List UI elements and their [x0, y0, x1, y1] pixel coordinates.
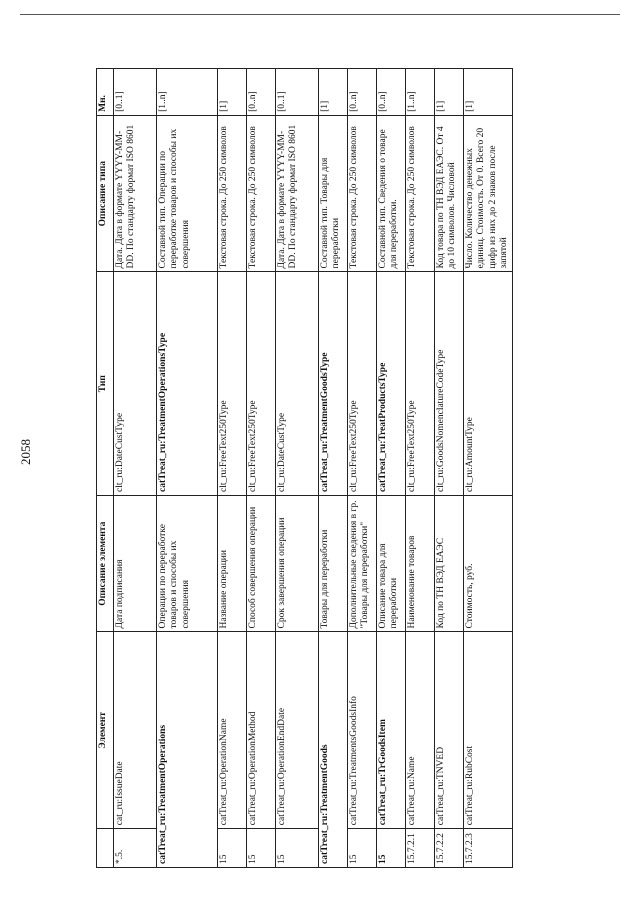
table-row — [319, 69, 348, 868]
table-row — [464, 69, 513, 868]
row-type: catTreat_ru:TreatmentGoodsType — [319, 272, 348, 496]
row-element: catTreat_ru:TreatmentGoods — [319, 632, 348, 868]
table-row — [348, 69, 377, 868]
table-row — [276, 69, 319, 868]
row-multiplicity: [0..n] — [247, 69, 276, 116]
row-multiplicity: [1] — [464, 69, 513, 116]
row-num: 15.7.2.3 — [464, 829, 513, 868]
top-rule — [20, 14, 620, 15]
row-type-desc: Дата. Дата в формате YYYY-MM-DD. По стандарту формат ISO 8601 — [276, 115, 319, 272]
header-num — [97, 829, 114, 868]
row-num: 15 — [377, 829, 406, 868]
row-type-desc: Дата. Дата в формате YYYY-MM-DD. По стандарту формат ISO 8601 — [114, 115, 157, 272]
row-type: catTreat_ru:TreatProductsType — [377, 272, 406, 496]
row-type: clt_ru:AmountType — [464, 272, 513, 496]
row-element-desc: Операции по переработке товаров и способы их совершения — [157, 495, 218, 632]
table-row — [406, 69, 435, 868]
row-num: 15.7.2.2 — [435, 829, 464, 868]
row-element-desc: Срок завершения операции — [276, 495, 319, 632]
row-element: catTreat_ru:TrGoodsItem — [377, 632, 406, 829]
row-multiplicity: [1] — [218, 69, 247, 116]
row-element-desc: Товары для переработки — [319, 495, 348, 632]
row-type: clt_ru:FreeText250Type — [348, 272, 377, 496]
row-num: 15 — [247, 829, 276, 868]
row-type: clt_ru:GoodsNomenclatureCodeType — [435, 272, 464, 496]
row-multiplicity: [1..n] — [406, 69, 435, 116]
table-row — [114, 69, 157, 868]
row-element: catTreat_ru:TNVED — [435, 632, 464, 829]
row-multiplicity: [0..1] — [276, 69, 319, 116]
page-number: 2058 — [18, 439, 33, 465]
header-element-desc: Описание элемента — [97, 495, 114, 632]
table-row — [435, 69, 464, 868]
row-element: catTreat_ru:OperationEndDate — [276, 632, 319, 829]
row-element: catTreat_ru:OperationName — [218, 632, 247, 829]
row-num: 15.7.2.1 — [406, 829, 435, 868]
row-multiplicity: [1] — [319, 69, 348, 116]
row-multiplicity: [0..n] — [377, 69, 406, 116]
row-multiplicity: [1..n] — [157, 69, 218, 116]
row-type: clt_ru:FreeText250Type — [218, 272, 247, 496]
row-type-desc: Составной тип. Сведения о товаре для переработки. — [377, 115, 406, 272]
row-element: catTreat_ru:Name — [406, 632, 435, 829]
row-element-desc: Наименование товаров — [406, 495, 435, 632]
row-num: *.5. — [114, 829, 157, 868]
row-multiplicity: [0..n] — [348, 69, 377, 116]
rotated-table-frame — [96, 68, 526, 868]
row-type: clt_ru:FreeText250Type — [406, 272, 435, 496]
row-type-desc: Текстовая строка. До 250 символов — [218, 115, 247, 272]
row-type-desc: Текстовая строка. До 250 символов — [348, 115, 377, 272]
row-type-desc: Число. Количество денежных единиц. Стоимость. От 0. Всего 20 цифр из них до 2 знаков после запятой — [464, 115, 513, 272]
header-multiplicity: Мн. — [97, 69, 114, 116]
row-element-desc: Описание товара для переработки — [377, 495, 406, 632]
row-element-desc: Дополнительные сведения в гр. "Товары для переработки" — [348, 495, 377, 632]
row-element-desc: Код по ТН ВЭД ЕАЭС — [435, 495, 464, 632]
table-row — [157, 69, 218, 868]
table-row — [247, 69, 276, 868]
header-element: Элемент — [97, 632, 114, 829]
row-type: clt_ru:FreeText250Type — [247, 272, 276, 496]
table-header-row — [97, 69, 114, 868]
row-element-desc: Способ совершения операции — [247, 495, 276, 632]
row-element-desc: Название операции — [218, 495, 247, 632]
schema-table — [96, 68, 513, 868]
header-type-desc: Описание типа — [97, 115, 114, 272]
row-type: catTreat_ru:TreatmentOperationsType — [157, 272, 218, 496]
row-element-desc: Дата подписания — [114, 495, 157, 632]
row-type-desc: Код товара по ТН ВЭД ЕАЭС. От 4 до 10 символов. Числовой — [435, 115, 464, 272]
row-num: 15 — [218, 829, 247, 868]
row-multiplicity: [0..1] — [114, 69, 157, 116]
row-element-desc: Стоимость, руб. — [464, 495, 513, 632]
row-multiplicity: [1] — [435, 69, 464, 116]
row-element: catTreat_ru:RubCost — [464, 632, 513, 829]
row-element: catTreat_ru:TreatmentsGoodsInfo — [348, 632, 377, 829]
row-num: 15 — [348, 829, 377, 868]
row-element: catTreat_ru:OperationMethod — [247, 632, 276, 829]
row-element: catTreat_ru:TreatmentOperations — [157, 632, 218, 868]
row-type-desc: Составной тип. Товары для переработки — [319, 115, 348, 272]
row-type: clt_ru:DateCustType — [276, 272, 319, 496]
table-row — [377, 69, 406, 868]
row-type-desc: Текстовая строка. До 250 символов — [247, 115, 276, 272]
row-num: 15 — [276, 829, 319, 868]
table-row — [218, 69, 247, 868]
row-type-desc: Текстовая строка. До 250 символов — [406, 115, 435, 272]
row-element: cat_ru:IssueDate — [114, 632, 157, 829]
header-type: Тип — [97, 272, 114, 496]
row-type-desc: Составной тип. Операции по переработке товаров и способы их совершения — [157, 115, 218, 272]
row-type: clt_ru:DateCustType — [114, 272, 157, 496]
